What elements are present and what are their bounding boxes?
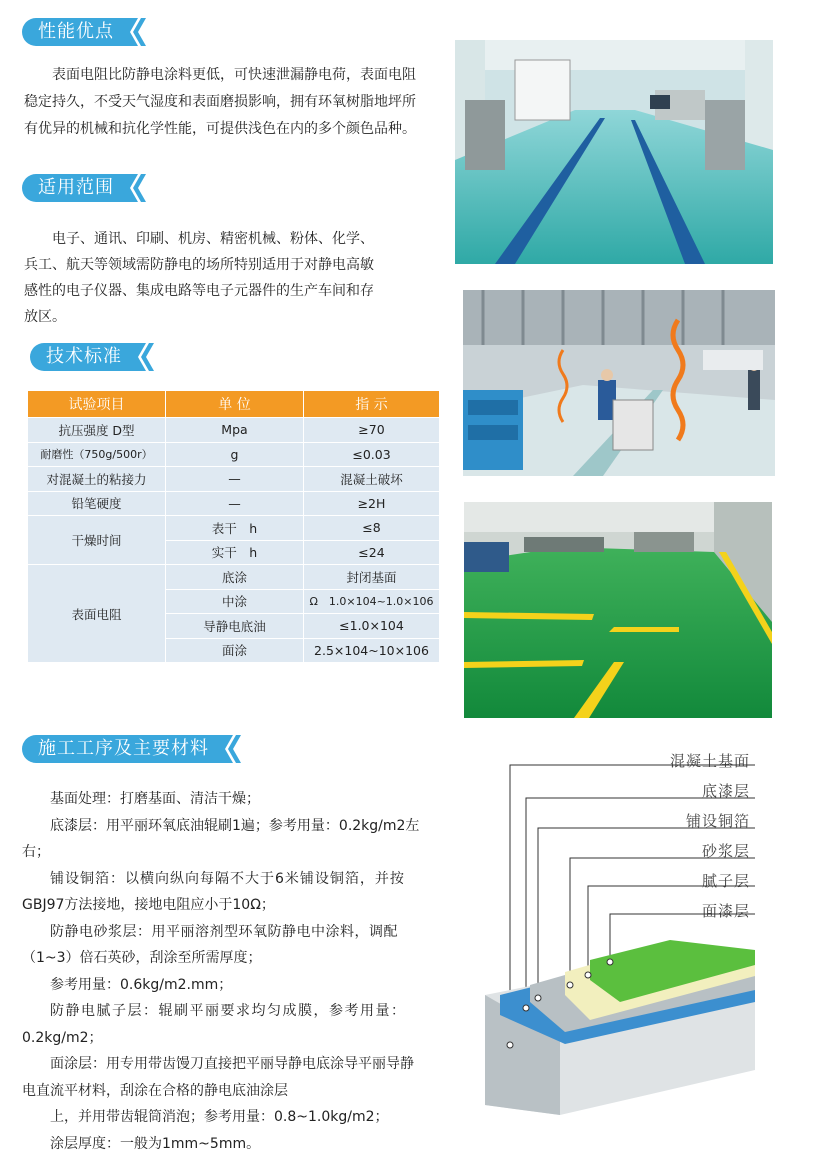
cell-unit: 实干 h [166,540,304,565]
process-line: 0.2kg/m2； [22,1025,472,1052]
chevron-icon [221,735,243,763]
layer-label: 腻子层 [640,868,750,898]
chevron-icon [134,343,156,371]
process-line: 右； [22,839,472,866]
photo-green-floor [464,502,772,718]
process-line: 面涂层：用专用带齿馒刀直接把平丽导静电底涂导平丽导静 [22,1051,472,1078]
photo-cleanroom-floor [455,40,773,264]
cell-unit: Mpa [166,418,304,443]
process-line: （1~3）倍石英砂，刮涂至所需厚度； [22,945,472,972]
cell-value: ≤24 [304,540,440,565]
cell-item: 耐磨性（750g/500r） [28,442,166,467]
cell-value: ≤8 [304,516,440,541]
cell-value: Ω 1.0×104~1.0×106 [304,589,440,614]
col-header-item: 试验项目 [28,391,166,418]
layer-label: 面漆层 [640,898,750,928]
heading-scope [22,173,148,203]
cell-unit: 表干 h [166,516,304,541]
process-line: 涂层厚度：一般为1mm~5mm。 [22,1131,472,1157]
cell-value: ≥2H [304,491,440,516]
cell-value: 2.5×104~10×106 [304,638,440,663]
process-line: 基面处理：打磨基面、清洁干燥； [22,786,472,813]
cell-unit: — [166,491,304,516]
heading-standard [30,342,156,372]
heading-process [22,734,243,764]
heading-process-label: 施工工序及主要材料 [22,735,223,763]
chevron-icon [126,18,148,46]
layer-label: 混凝土基面 [640,748,750,778]
heading-scope-label: 适用范围 [22,174,128,202]
table-row [28,565,440,590]
cell-item: 铅笔硬度 [28,491,166,516]
spec-table [27,390,440,663]
scope-text: 电子、通讯、印刷、机房、精密机械、粉体、化学、兵工、航天等领域需防静电的场所特别适用于对静电高敏感性的电子仪器、集成电路等电子元器件的生产车间和存放区。 [24,226,378,330]
layer-label: 底漆层 [640,778,750,808]
cell-item: 对混凝土的粘接力 [28,467,166,492]
process-line: GBJ97方法接地，接地电阻应小于10Ω； [22,892,472,919]
cell-unit: 面涂 [166,638,304,663]
table-row [28,516,440,541]
cell-value: ≥70 [304,418,440,443]
cell-unit: — [166,467,304,492]
performance-text: 表面电阻比防静电涂料更低，可快速泄漏静电荷，表面电阻稳定持久，不受天气湿度和表面磨损影响，拥有环氧树脂地坪所有优异的机械和抗化学性能，可提供浅色在内的多个颜色品种。 [24,62,416,143]
col-header-value: 指 示 [304,391,440,418]
cell-unit: 底涂 [166,565,304,590]
process-text [22,786,472,1157]
layer-diagram [470,740,760,1115]
process-line: 参考用量：0.6kg/m2.mm； [22,972,472,999]
table-row [28,442,440,467]
chevron-icon [126,174,148,202]
table-row [28,418,440,443]
layer-label: 砂浆层 [640,838,750,868]
cell-item: 抗压强度 D型 [28,418,166,443]
table-row [28,491,440,516]
process-line: 电直流平材料，刮涂在合格的静电底油涂层 [22,1078,472,1105]
cell-value: 封闭基面 [304,565,440,590]
heading-performance [22,17,148,47]
heading-standard-label: 技术标准 [30,343,136,371]
table-row [28,467,440,492]
cell-value: ≤1.0×104 [304,614,440,639]
cell-item: 表面电阻 [28,565,166,663]
process-line: 铺设铜箔：以横向纵向每隔不大于6米铺设铜箔，并按 [22,866,472,893]
cell-value: ≤0.03 [304,442,440,467]
cell-unit: 导静电底油 [166,614,304,639]
heading-performance-label: 性能优点 [22,18,128,46]
cell-item: 干燥时间 [28,516,166,565]
photo-assembly-line [463,290,775,476]
cell-unit: g [166,442,304,467]
layer-label: 铺设铜箔 [640,808,750,838]
process-line: 底漆层：用平丽环氧底油辊刷1遍；参考用量：0.2kg/m2左 [22,813,472,840]
cell-unit: 中涂 [166,589,304,614]
process-line: 上，并用带齿辊筒消泡；参考用量：0.8~1.0kg/m2； [22,1104,472,1131]
cell-value: 混凝土破坏 [304,467,440,492]
process-line: 防静电砂浆层：用平丽溶剂型环氧防静电中涂料，调配 [22,919,472,946]
col-header-unit: 单 位 [166,391,304,418]
process-line: 防静电腻子层：辊刷平丽要求均匀成膜，参考用量： [22,998,472,1025]
